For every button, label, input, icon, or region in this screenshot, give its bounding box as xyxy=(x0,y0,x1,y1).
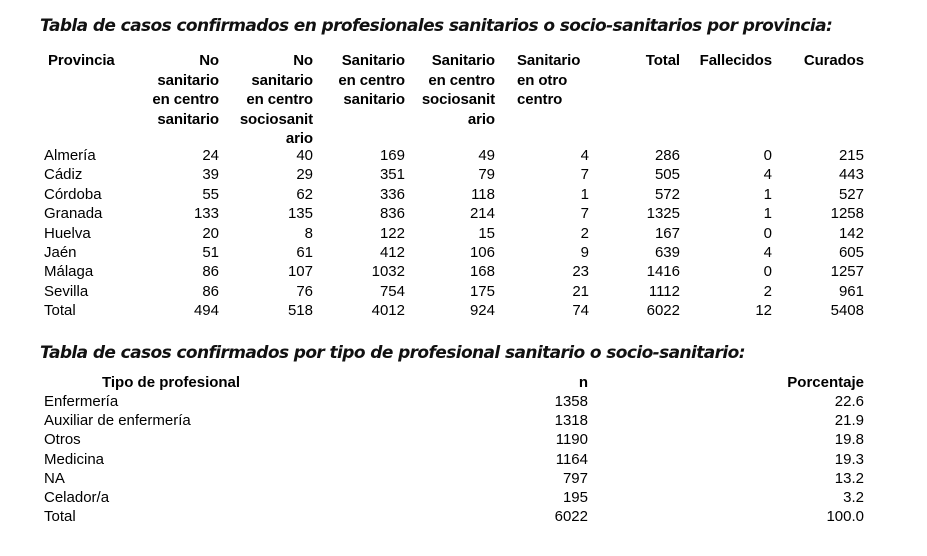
cell-no-sanitario-centro-sanitario: 24 xyxy=(202,147,219,164)
cell-no-sanitario-centro-sociosanitario: 40 xyxy=(296,147,313,164)
cell-n: 6022 xyxy=(554,508,588,526)
cell-n: 797 xyxy=(562,469,588,487)
header-sanitario-centro-sociosanitario: Sanitario en centro sociosanit ario xyxy=(421,52,495,128)
header-curados: Curados xyxy=(803,52,864,69)
cell-no-sanitario-centro-sociosanitario: 76 xyxy=(296,282,313,300)
header-tipo-profesional: Tipo de profesional xyxy=(102,374,241,391)
cell-sanitario-otro-centro: 2 xyxy=(580,224,589,242)
table-row xyxy=(0,450,927,469)
cell-no-sanitario-centro-sanitario: 39 xyxy=(202,166,219,184)
cell-porcentaje: 13.2 xyxy=(834,469,864,487)
cell-provincia: Almería xyxy=(44,147,96,164)
cell-total: 6022 xyxy=(646,302,680,320)
cell-fallecidos: 1 xyxy=(763,185,772,203)
cell-no-sanitario-centro-sanitario: 86 xyxy=(202,282,219,300)
cell-total: 1325 xyxy=(646,205,680,223)
table-row xyxy=(0,430,927,449)
table-row xyxy=(0,282,927,301)
cell-curados: 142 xyxy=(838,224,864,242)
cell-n: 195 xyxy=(562,488,588,506)
header-sanitario-centro-sanitario: Sanitario en centro sanitario xyxy=(338,52,405,109)
cell-fallecidos: 0 xyxy=(763,263,772,281)
cell-fallecidos: 12 xyxy=(755,302,772,320)
cell-provincia: Cádiz xyxy=(44,166,83,184)
cell-total: 1112 xyxy=(648,282,680,300)
cell-no-sanitario-centro-sociosanitario: 61 xyxy=(296,243,313,261)
cell-no-sanitario-centro-sociosanitario: 62 xyxy=(296,185,313,203)
cell-tipo: Total xyxy=(44,508,76,526)
cell-sanitario-centro-sanitario: 4012 xyxy=(371,302,405,320)
cell-sanitario-centro-sanitario: 169 xyxy=(379,147,405,164)
cell-curados: 5408 xyxy=(830,302,864,320)
cell-curados: 527 xyxy=(838,185,864,203)
cell-total: 505 xyxy=(654,166,680,184)
cell-n: 1358 xyxy=(554,393,588,410)
cell-curados: 605 xyxy=(838,243,864,261)
header-total: Total xyxy=(645,52,680,69)
table-row xyxy=(0,165,927,184)
cell-sanitario-centro-sanitario: 754 xyxy=(379,282,405,300)
cell-curados: 1258 xyxy=(830,205,864,223)
cell-curados: 443 xyxy=(838,166,864,184)
cell-sanitario-centro-sanitario: 836 xyxy=(379,205,405,223)
cell-fallecidos: 0 xyxy=(763,224,772,242)
table-row xyxy=(0,411,927,430)
header-no-sanitario-centro-sanitario: No sanitario en centro sanitario xyxy=(152,52,219,128)
header-no-sanitario-centro-sociosanitario: No sanitario en centro sociosanit ario xyxy=(239,52,313,148)
cell-provincia: Málaga xyxy=(44,263,94,281)
table-row xyxy=(0,392,927,411)
cell-sanitario-centro-sanitario: 412 xyxy=(379,243,405,261)
cell-tipo: Enfermería xyxy=(44,393,119,410)
table-row xyxy=(0,243,927,262)
cell-no-sanitario-centro-sociosanitario: 29 xyxy=(296,166,313,184)
cell-porcentaje: 22.6 xyxy=(834,393,864,410)
cell-no-sanitario-centro-sociosanitario: 107 xyxy=(287,263,313,281)
cell-no-sanitario-centro-sanitario: 55 xyxy=(202,185,219,203)
table-row xyxy=(0,301,927,320)
cell-sanitario-otro-centro: 7 xyxy=(580,166,589,184)
header-provincia: Provincia xyxy=(48,52,115,69)
table-row xyxy=(0,185,927,204)
header-porcentaje: Porcentaje xyxy=(787,374,864,391)
cell-sanitario-centro-sanitario: 122 xyxy=(379,224,405,242)
cell-tipo: Auxiliar de enfermería xyxy=(44,412,191,430)
cell-sanitario-centro-sociosanitario: 118 xyxy=(471,185,495,203)
table-row xyxy=(0,224,927,243)
cell-no-sanitario-centro-sanitario: 494 xyxy=(193,302,219,320)
cell-sanitario-centro-sociosanitario: 15 xyxy=(478,224,495,242)
cell-provincia: Total xyxy=(44,302,76,320)
table-row xyxy=(0,262,927,281)
cell-no-sanitario-centro-sanitario: 133 xyxy=(193,205,219,223)
header-fallecidos: Fallecidos xyxy=(699,52,772,69)
cell-sanitario-otro-centro: 7 xyxy=(580,205,589,223)
table-row xyxy=(0,146,927,165)
cell-no-sanitario-centro-sociosanitario: 135 xyxy=(287,205,313,223)
cell-porcentaje: 21.9 xyxy=(834,412,864,430)
cell-sanitario-otro-centro: 4 xyxy=(580,147,589,164)
table2-title: Tabla de casos confirmados por tipo de profesional sanitario o socio-sanitario: xyxy=(40,343,745,363)
cell-sanitario-centro-sociosanitario: 214 xyxy=(469,205,495,223)
table-row xyxy=(0,204,927,223)
cell-no-sanitario-centro-sociosanitario: 518 xyxy=(287,302,313,320)
table1-body xyxy=(0,146,927,321)
cell-provincia: Huelva xyxy=(44,224,91,242)
header-sanitario-otro-centro: Sanitario en otro centro xyxy=(517,52,581,109)
cell-provincia: Jaén xyxy=(44,243,77,261)
cell-sanitario-centro-sociosanitario: 106 xyxy=(469,243,495,261)
cell-curados: 961 xyxy=(838,282,864,300)
cell-total: 286 xyxy=(654,147,680,164)
cell-fallecidos: 4 xyxy=(763,243,772,261)
cell-porcentaje: 19.8 xyxy=(834,431,864,449)
cell-total: 639 xyxy=(654,243,680,261)
cell-no-sanitario-centro-sociosanitario: 8 xyxy=(304,224,313,242)
table1-title: Tabla de casos confirmados en profesionales sanitarios o socio-sanitarios por provincia: xyxy=(40,16,833,36)
cell-fallecidos: 1 xyxy=(763,205,772,223)
cell-tipo: NA xyxy=(44,469,65,487)
cell-tipo: Otros xyxy=(44,431,81,449)
cell-total: 572 xyxy=(654,185,680,203)
cell-n: 1318 xyxy=(554,412,588,430)
cell-sanitario-otro-centro: 1 xyxy=(580,185,589,203)
cell-sanitario-centro-sociosanitario: 49 xyxy=(478,147,495,164)
table2-body xyxy=(0,392,927,526)
cell-sanitario-centro-sanitario: 1032 xyxy=(371,263,405,281)
cell-no-sanitario-centro-sanitario: 20 xyxy=(202,224,219,242)
cell-n: 1190 xyxy=(555,431,588,449)
cell-sanitario-centro-sanitario: 336 xyxy=(379,185,405,203)
cell-sanitario-centro-sociosanitario: 924 xyxy=(469,302,495,320)
cell-sanitario-centro-sociosanitario: 79 xyxy=(478,166,495,184)
cell-tipo: Medicina xyxy=(44,450,105,468)
cell-sanitario-otro-centro: 74 xyxy=(572,302,589,320)
cell-sanitario-otro-centro: 21 xyxy=(572,282,589,300)
cell-sanitario-otro-centro: 9 xyxy=(580,243,589,261)
cell-curados: 215 xyxy=(838,147,864,164)
cell-total: 1416 xyxy=(646,263,680,281)
cell-tipo: Celador/a xyxy=(44,488,110,506)
cell-no-sanitario-centro-sanitario: 86 xyxy=(202,263,219,281)
cell-porcentaje: 3.2 xyxy=(843,488,864,506)
cell-provincia: Sevilla xyxy=(44,282,89,300)
cell-sanitario-centro-sociosanitario: 175 xyxy=(469,282,495,300)
cell-porcentaje: 19.3 xyxy=(834,450,864,468)
table-row xyxy=(0,507,927,526)
cell-sanitario-centro-sanitario: 351 xyxy=(379,166,405,184)
cell-sanitario-centro-sociosanitario: 168 xyxy=(469,263,495,281)
table-row xyxy=(0,469,927,488)
cell-fallecidos: 4 xyxy=(763,166,772,184)
cell-sanitario-otro-centro: 23 xyxy=(572,263,589,281)
cell-fallecidos: 0 xyxy=(763,147,772,164)
cell-porcentaje: 100.0 xyxy=(826,508,864,526)
cell-fallecidos: 2 xyxy=(763,282,772,300)
header-n: n xyxy=(578,374,588,391)
cell-no-sanitario-centro-sanitario: 51 xyxy=(202,243,219,261)
table-row xyxy=(0,488,927,507)
cell-provincia: Córdoba xyxy=(44,185,102,203)
cell-n: 1164 xyxy=(555,450,588,468)
cell-total: 167 xyxy=(654,224,680,242)
cell-curados: 1257 xyxy=(830,263,864,281)
cell-provincia: Granada xyxy=(44,205,103,223)
